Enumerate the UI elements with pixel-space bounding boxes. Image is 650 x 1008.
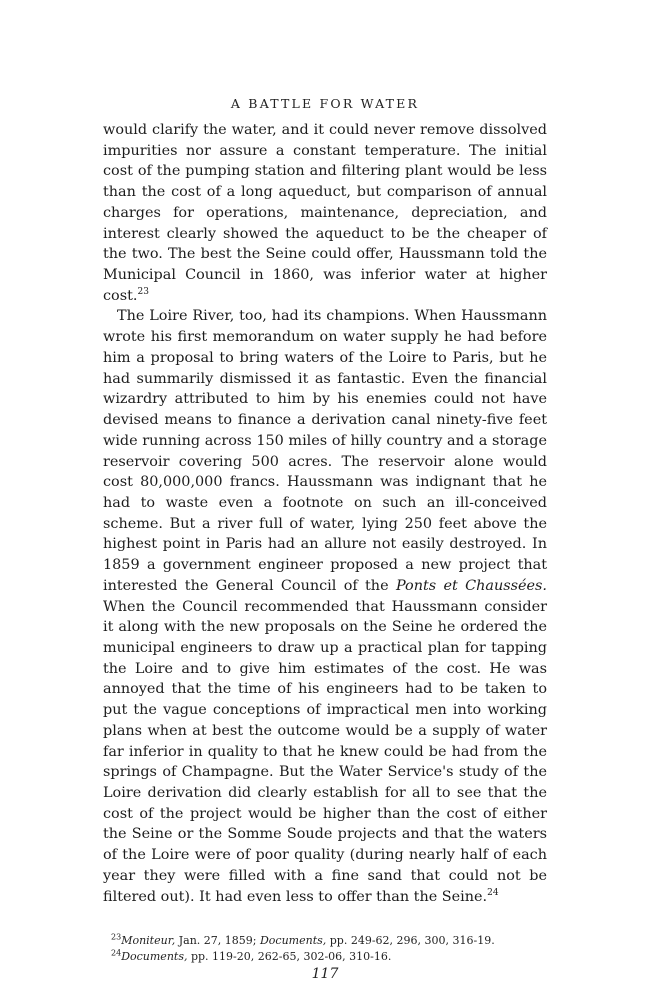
footnotes	[103, 933, 547, 965]
page-number: 117	[311, 966, 339, 982]
footnote-ref-24: 24	[487, 887, 499, 898]
footnote-source: Documents,	[121, 950, 188, 963]
ponts-et-chaussees: Ponts et Chaussées.	[395, 577, 547, 594]
footnote-text: pp. 119-20, 262-65, 302-06, 310-16.	[187, 950, 392, 963]
paragraph-1	[103, 120, 547, 306]
body-text	[103, 120, 547, 907]
footnote-ref-23: 23	[137, 286, 149, 297]
footnote-mark: 24	[111, 948, 122, 958]
footnote-mark: 23	[111, 932, 122, 942]
footnote-source-2: Documents,	[259, 934, 327, 947]
footnote-text: Jan. 27, 1859;	[175, 934, 260, 947]
footnote-text-2: pp. 249-62, 296, 300, 316-19.	[326, 934, 495, 947]
paragraph-1-text: would clarify the water, and it could never remove dissolved impurities nor assure a constant temperature. The initial cost of the pumping station and filtering plant would be less than the cost of a long aqueduct, but comparison of annual charges for operations, maintenance, depreciation, and interest clearly showed the aqueduct to be the cheaper of the two. The best the Seine could offer, Haussmann told the Municipal Council in 1860, was inferior water at higher cost.	[103, 122, 547, 304]
footnote-23	[103, 933, 547, 949]
footnote-source: Moniteur,	[121, 934, 176, 947]
running-head: A BATTLE FOR WATER	[230, 96, 420, 111]
paragraph-2-text-b: When the Council recommended that Haussmann consider it along with the new proposals on the Seine he ordered the municipal engineers to draw up a practical plan for tapping the Loire and to give him estimates of the cost. He was annoyed that the time of his engineers had to be taken to put the vague conceptions of impractical men into working plans when at best the outcome would be a supply of water far inferior in quality to that he knew could be had from the springs of Champagne. But the Water Service's study of the Loire derivation did clearly establish for all to see that the cost of the project would be higher than the cost of either the Seine or the Somme Soude projects and that the waters of the Loire were of poor quality (during nearly half of each year they were filled with a fine sand that could not be filtered out). It had even less to offer than the Seine.	[103, 598, 547, 905]
paragraph-2	[103, 306, 547, 907]
paragraph-2-text-a: The Loire River, too, had its champions. When Haussmann wrote his first memorandum on water supply he had before him a proposal to bring waters of the Loire to Paris, but he had summarily dismissed it as fantastic. Even the financial wizardry attributed to him by his enemies could not have devised means to finance a derivation canal ninety-five feet wide running across 150 miles of hilly country and a storage reservoir covering 500 acres. The reservoir alone would cost 80,000,000 francs. Haussmann was indignant that he had to waste even a footnote on such an ill-conceived scheme. But a river full of water, lying 250 feet above the highest point in Paris had an allure not easily destroyed. In 1859 a government engineer proposed a new project that interested the General Council of the	[103, 308, 547, 594]
footnote-24	[103, 949, 547, 965]
